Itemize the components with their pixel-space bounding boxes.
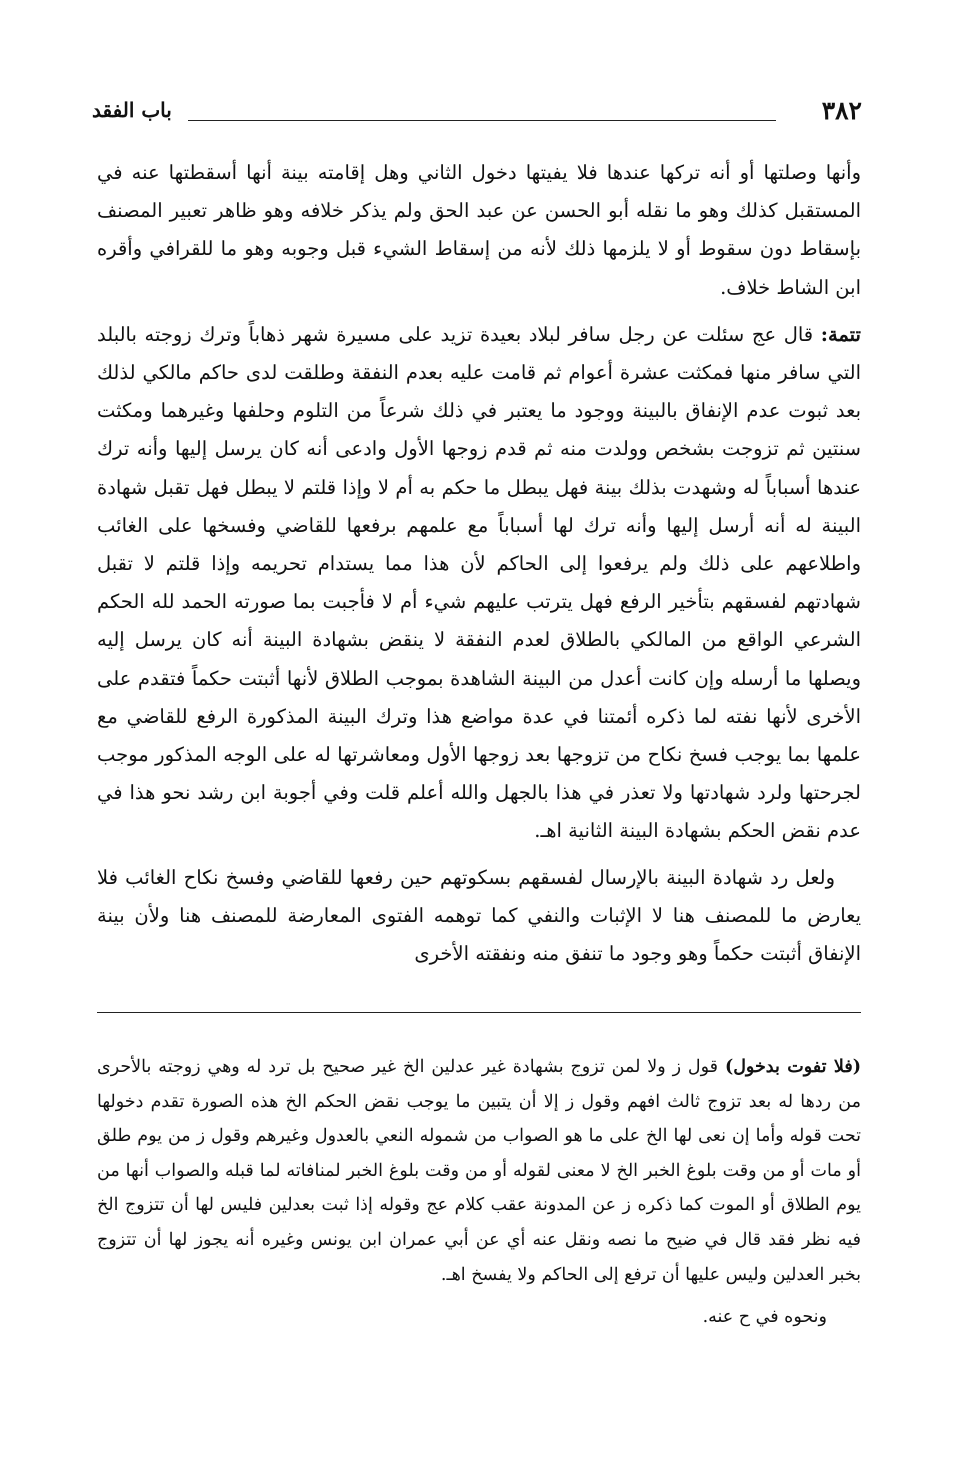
paragraph <box>97 316 861 851</box>
footnote <box>97 1050 861 1292</box>
page-header <box>92 96 862 130</box>
footnote: ونحوه في ح عنه. <box>702 1307 827 1328</box>
header-rule <box>188 120 776 121</box>
footnote-body: قول ز ولا لمن تزوج بشهادة غير عدلين الخ غير صحيح بل ترد له وهي زوجته بالأحرى من ردها له بعد تزوج ثالث افهم وقول ز إلا أن يتبين ما يوجب نقض الحكم الخ هذه الصورة تقدم دخولها تحت قوله وأما إن نعى لها الخ على ما هو الصواب من شموله النعي بالعدول وغيرهم وقول ز من يوم طلق أو مات أو من وقت بلوغ الخبر الخ لا معنى لقوله أو من وقت بلوغ الخبر لمنافاته لما قبله والصواب أنها من يوم الطلاق أو الموت كما ذكره ز عن المدونة عقب كلام عج وقوله إذا ثبت بعدلين فليس لها أن تتزوج الخ فيه نظر فقد قال في ضيح ما نصه ونقل عنه أي عن أبي عمران ابن يونس وغيره أنه يجوز لها أن تتزوج بخبر العدلين وليس عليها أن ترفع إلى الحاكم ولا يفسخ اهـ. <box>97 1057 861 1285</box>
footnote-lead: (فلا تفوت بدخول) <box>724 1057 861 1077</box>
main-text <box>97 154 861 973</box>
paragraph: وأنها وصلتها أو أنه تركها عندها فلا يفيتها دخول الثاني وهل إقامته بينة أنها أسقطتها عنه في المستقبل كذلك وهو ما نقله أبو الحسن عن عبد الحق ولم يذكر خلافه وهو ظاهر تعبير المصنف بإسقاط دون سقوط أو لا يلزمها ذلك لأنه من إسقاط الشيء قبل وجوبه وهو ما للقرافي وأقره ابن الشاط خلاف. <box>97 161 861 299</box>
chapter-title: باب الفقد <box>92 98 172 122</box>
paragraph-body: قال عج سئلت عن رجل سافر لبلاد بعيدة تزيد على مسيرة شهر ذهاباً وترك زوجته بالبلد التي سافر منها فمكثت عشرة أعوام ثم قامت عليه بعدم النفقة وطلقت لدى حاكم مالكي لذلك بعد ثبوت عدم الإنفاق بالبينة ووجود ما يعتبر في ذلك شرعاً من التلوم وحلفها وغيرهما ومكثت سنتين ثم تزوجت بشخص وولدت منه ثم قدم زوجها الأول وادعى أنه كان يرسل إليها وأنه ترك عندها أسباباً له وشهدت بذلك بينة فهل يبطل ما حكم به أم لا وإذا قلتم لا يبطل فهل تقبل شهادة البينة له أنه أرسل إليها وأنه ترك لها أسباباً مع علمهم برفعها للقاضي وفسخها على الغائب واطلاعهم على ذلك ولم يرفعوا إلى الحاكم لأن هذا مما يستدام تحريمه وإذا قلتم لا تقبل شهادتهم لفسقهم بتأخير الرفع فهل يترتب عليهم شيء أم لا فأجبت بما صورته الحمد لله الحكم الشرعي الواقع من المالكي بالطلاق لعدم النفقة لا ينقض بشهادة البينة أنه كان يرسل إليه ويصلها ما أرسله وإن كانت أعدل من البينة الشاهدة بموجب الطلاق لأنها أثبتت حكماً فتقدم على الأخرى لأنها نفته لما ذكره أئمتنا في عدة مواضع هذا وترك البينة المذكورة الرفع للقاضي مع علمها بما يوجب فسخ نكاح من تزوجها بعد زوجها الأول ومعاشرتها له على الوجه المذكور موجب لجرحتها ولرد شهادتها ولا تعذر في هذا بالجهل والله أعلم قلت وفي أجوبة ابن رشد نحو هذا في عدم نقض الحكم بشهادة البينة الثانية اهـ. <box>97 322 861 843</box>
footnotes <box>97 1050 861 1335</box>
footnote-separator <box>97 1012 861 1013</box>
paragraph: ولعل رد شهادة البينة بالإرسال لفسقهم بسكوتهم حين رفعها للقاضي وفسخ نكاح الغائب فلا يعارض ما للمصنف هنا لا الإثبات والنفي كما توهمه الفتوى المعارضة للمصنف هنا ولأن بينة الإنفاق أثبتت حكماً وهو وجود ما تنفق منه ونفقته الأخرى <box>97 865 861 966</box>
paragraph-lead: تتمة: <box>820 322 861 346</box>
page-number: ٣٨٢ <box>821 96 862 125</box>
